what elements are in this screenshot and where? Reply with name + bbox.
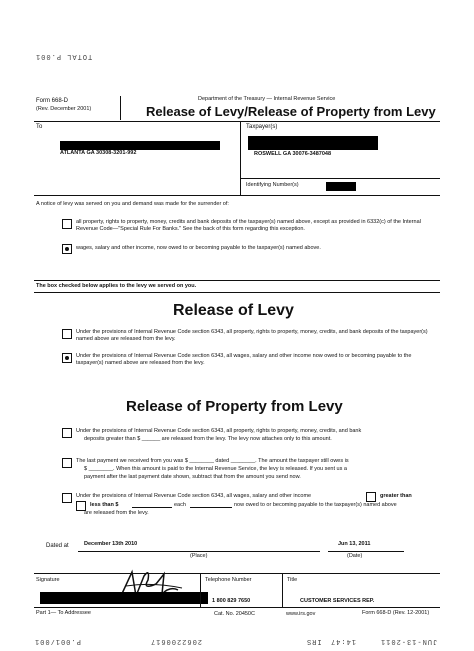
signature-label: Signature (36, 577, 60, 583)
box-applies-note: The box checked below applies to the levy we served on you. (36, 283, 197, 289)
footer-part: Part 1— To Addressee (36, 610, 91, 616)
greater-than-label: greater than (380, 493, 412, 499)
form-title: Release of Levy/Release of Property from Levy (146, 104, 436, 119)
date-caption: (Date) (347, 553, 363, 559)
footer-web: www.irs.gov (286, 611, 316, 617)
footer-form-id: Form 668-D (Rev. 12-2001) (362, 610, 430, 616)
levy-option-2-text: Under the provisions of Internal Revenue Code section 6343, all wages, salary and other income now owed to or becoming payable to the taxpayer(s) named above are released from the levy. (76, 353, 412, 366)
levy-option-1-checkbox[interactable] (62, 329, 72, 339)
telephone-label: Telephone Number (205, 577, 252, 583)
redacted-id (326, 182, 356, 191)
to-label: To (36, 124, 43, 130)
taxpayer-address: ROSWELL GA 30076-3487048 (254, 151, 332, 157)
property-option-2-line1: The last payment we received from you was $ ________ dated ________. The amount the taxpayer still owes is (76, 458, 349, 464)
notice-option-1-checkbox[interactable] (62, 219, 72, 229)
dated-label: Dated at (46, 543, 69, 549)
property-option-1-checkbox[interactable] (62, 428, 72, 438)
fax-footer-date: JUN-13-2011 (380, 637, 438, 645)
less-than-label: less than $ (90, 502, 119, 508)
fax-footer-code: IRS (306, 637, 322, 645)
title-label: Title (287, 577, 298, 583)
identifying-number-label: Identifying Number(s) (246, 182, 299, 188)
fax-header-top: TOTAL P.001 (35, 52, 93, 60)
fax-footer-time: 14:47 (330, 637, 357, 645)
property-option-2-line3: payment after the last payment date shown, subtract that from the amount you send now. (84, 474, 301, 480)
place-caption: (Place) (190, 553, 208, 559)
notice-option-1-text: all property, rights to property, money, credits and bank deposits of the taxpayer(s) named above, except as provided in 6332(c) of the Internal Revenue Code—"Special Rule For Banks." See the back of this form regarding this exception. (76, 219, 421, 232)
property-option-2-checkbox[interactable] (62, 458, 72, 468)
telephone-value: 1 800 829 7650 (212, 598, 251, 604)
property-option-1-line1: Under the provisions of Internal Revenue Code section 6343, all property, rights to property, money, credits, and bank (76, 428, 362, 434)
dated-place-value: December 13th 2010 (84, 541, 138, 547)
property-option-3-checkbox[interactable] (62, 493, 72, 503)
greater-than-checkbox[interactable] (366, 492, 376, 502)
taxpayer-label: Taxpayer(s) (246, 124, 278, 130)
redacted-taxpayer (248, 136, 378, 150)
notice-option-2-checkbox[interactable] (62, 244, 72, 254)
levy-option-2-checkbox[interactable] (62, 353, 72, 363)
property-option-3-line1: Under the provisions of Internal Revenue Code section 6343, all wages, salary and other income (76, 493, 312, 499)
title-value: CUSTOMER SERVICES REP. (300, 598, 375, 604)
redacted-signature (40, 592, 208, 604)
to-address: ATLANTA GA 30308-3201-992 (60, 150, 137, 156)
notice-intro: A notice of levy was served on you and demand was made for the surrender of: (36, 201, 229, 207)
notice-option-2-text: wages, salary and other income, now owed to or becoming payable to the taxpayer(s) named above. (76, 245, 321, 251)
release-of-levy-heading: Release of Levy (173, 302, 294, 319)
dated-date-value: Jun 13, 2011 (338, 541, 371, 547)
property-option-2-line2: $ ________. When this amount is paid to the Internal Revenue Service, the levy is released. If you sent us a (84, 466, 347, 472)
each-label: each (174, 502, 186, 508)
property-option-3-line2: now owed to or becoming payable to the taxpayer(s) named above (234, 502, 397, 508)
property-option-1-line2: deposits greater than $ ______ are released from the levy. The levy now attaches only to this amount. (84, 436, 332, 442)
form-revision: (Rev. December 2001) (36, 106, 92, 112)
form-number: Form 668-D (36, 98, 69, 104)
release-of-property-heading: Release of Property from Levy (126, 398, 343, 415)
footer-cat: Cat. No. 20450C (214, 611, 255, 617)
department-line: Department of the Treasury — Internal Revenue Service (198, 96, 336, 102)
fax-footer-left: P.001/001 (34, 637, 81, 645)
levy-option-1-text: Under the provisions of Internal Revenue Code section 6343, all property, rights to property, money, credits, and bank deposits of the taxpayer(s) named above are released from the levy. (76, 329, 428, 342)
fax-footer-phone: 2062200617 (150, 637, 203, 645)
property-option-3-line3: are released from the levy. (84, 510, 149, 516)
redacted-name (60, 141, 220, 150)
